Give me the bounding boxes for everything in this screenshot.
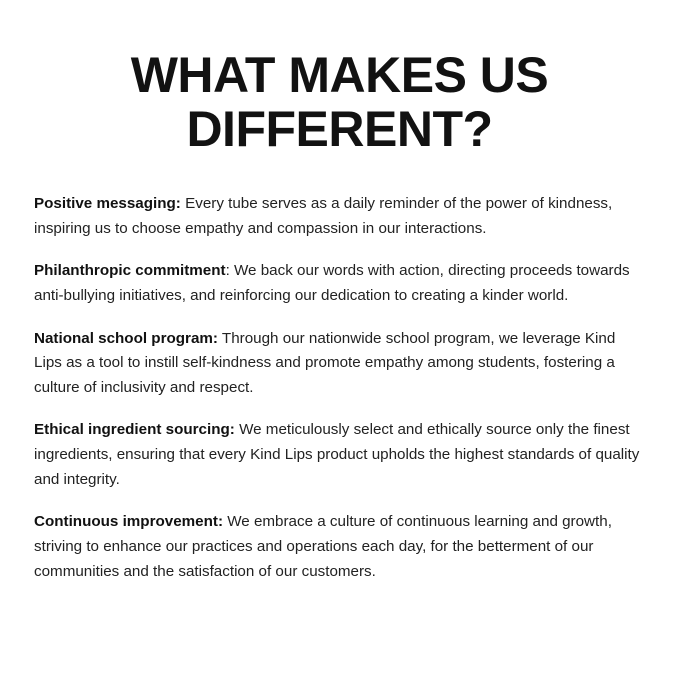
page-title-line-1: WHAT MAKES US [130,47,549,103]
paragraph-text: : We back our words with action, directing proceeds towards anti-bullying initiatives, and reinforcing our dedication to creating a kinder world. [34,262,630,304]
paragraph-lead: Continuous improvement: [34,513,223,531]
page-title [32,48,647,156]
page-title-line-2: DIFFERENT? [186,101,493,157]
paragraph-text: Every tube serves as a daily reminder of the power of kindness, inspiring us to choose empathy and compassion in our interactions. [34,195,613,237]
body-content [32,192,647,584]
paragraph-text: Through our nationwide school program, we leverage Kind Lips as a tool to instill self-kindness and promote empathy among students, fostering a culture of inclusivity and respect. [34,329,616,396]
paragraph-lead: National school program: [34,329,218,347]
paragraph-continuous-improvement [34,510,645,584]
paragraph-philanthropic-commitment [34,259,645,308]
paragraph-text: We meticulously select and ethically source only the finest ingredients, ensuring that every Kind Lips product upholds the highest standards of quality and integrity. [34,421,640,488]
paragraph-ethical-ingredient-sourcing [34,418,645,492]
paragraph-lead: Positive messaging: [34,195,181,212]
paragraph-lead: Philanthropic commitment [34,262,226,280]
paragraph-text: We embrace a culture of continuous learning and growth, striving to enhance our practices and operations each day, for the betterment of our communities and the satisfaction of our customers. [34,513,612,580]
paragraph-positive-messaging [34,192,645,241]
paragraph-national-school-program [34,327,645,401]
paragraph-lead: Ethical ingredient sourcing: [34,421,235,439]
